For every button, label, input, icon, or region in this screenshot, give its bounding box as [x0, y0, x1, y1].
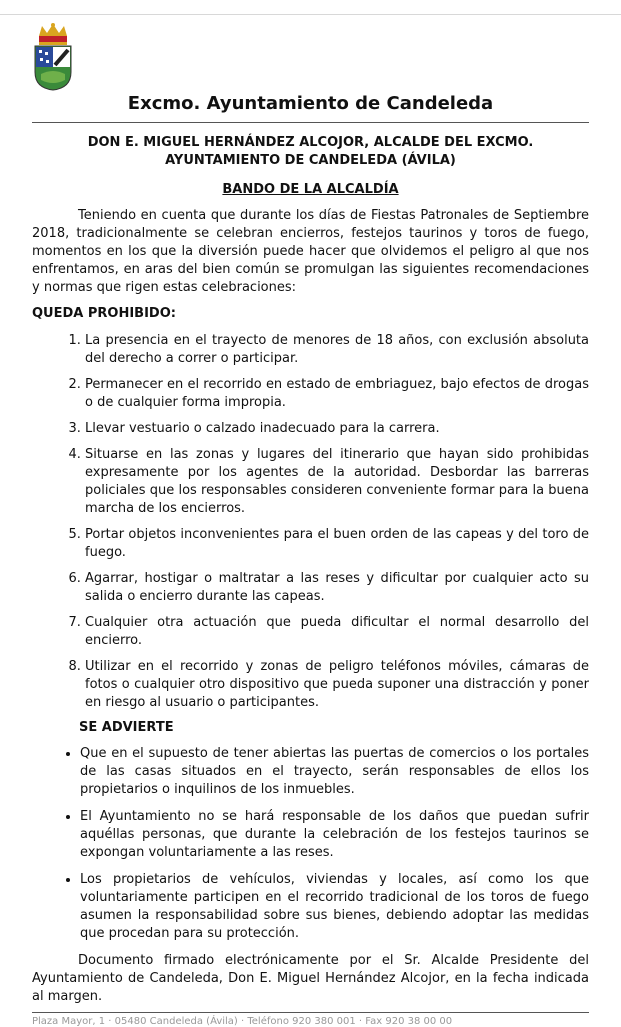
prohibido-item: 7. Cualquier otra actuación que pueda dificultar el normal desarrollo del encierro. [85, 614, 589, 650]
prohibido-item: 6. Agarrar, hostigar o maltratar a las reses y dificultar por cualquier acto su salida o encierro durante las capeas. [85, 570, 589, 606]
coat-of-arms-icon [31, 22, 75, 92]
prohibido-item: 5. Portar objetos inconvenientes para el buen orden de las capeas y del toro de fuego. [85, 526, 589, 562]
bando-title: BANDO DE LA ALCALDÍA [222, 182, 399, 197]
footer-text: Plaza Mayor, 1 · 05480 Candeleda (Ávila) · Teléfono 920 380 001 · Fax 920 38 00 00 [32, 1016, 453, 1027]
advierte-heading: SE ADVIERTE [79, 720, 174, 735]
prohibido-heading: QUEDA PROHIBIDO: [32, 306, 176, 321]
advierte-item: • Que en el supuesto de tener abiertas las puertas de comercios o los portales de las casas situados en el trayecto, serán responsables de ellos los propietarios o inquilinos de los inmuebles. [80, 745, 589, 799]
prohibido-item: 1. La presencia en el trayecto de menores de 18 años, con exclusión absoluta del derecho a correr o participar. [85, 332, 589, 368]
document-body [32, 134, 589, 1006]
page-title: Excmo. Ayuntamiento de Candeleda [127, 93, 494, 114]
top-divider [0, 14, 621, 15]
document-subtitle: DON E. MIGUEL HERNÁNDEZ ALCOJOR, ALCALDE DEL EXCMO. AYUNTAMIENTO DE CANDELEDA (ÁVILA) [87, 135, 534, 168]
prohibido-item: 8. Utilizar en el recorrido y zonas de peligro teléfonos móviles, cámaras de fotos o cualquier otro dispositivo que pueda suponer una distracción y poner en riesgo al usuario o participantes. [85, 658, 589, 712]
prohibido-item: 3. Llevar vestuario o calzado inadecuado para la carrera. [85, 420, 589, 438]
advierte-item: • El Ayuntamiento no se hará responsable de los daños que puedan sufrir aquéllas personas, que durante la celebración de los festejos taurinos se expongan voluntariamente a las reses. [80, 808, 589, 862]
prohibido-list [32, 332, 589, 712]
intro-paragraph: Teniendo en cuenta que durante los días de Fiestas Patronales de Septiembre 2018, tradicionalmente se celebran encierros, festejos taurinos y toros de fuego, momentos en los que la diversión puede hacer que olvidemos el peligro al que nos enfrentamos, en aras del bien común se promulgan las siguientes recomendaciones y normas que rigen estas celebraciones: [32, 208, 589, 295]
prohibido-item: 2. Permanecer en el recorrido en estado de embriaguez, bajo efectos de drogas o de cualquier forma impropia. [85, 376, 589, 412]
advierte-list [32, 745, 589, 943]
footer-rule [32, 1012, 589, 1013]
closing-paragraph: Documento firmado electrónicamente por el Sr. Alcalde Presidente del Ayuntamiento de Candeleda, Don E. Miguel Hernández Alcojor, en la fecha indicada al margen. [32, 953, 589, 1004]
advierte-item: • Los propietarios de vehículos, viviendas y locales, así como los que voluntariamente participen en el recorrido tradicional de los toros de fuego asumen la responsabilidad sobre sus bienes, debiendo adoptar las medidas que procedan para su protección. [80, 871, 589, 943]
header-rule [32, 122, 589, 123]
prohibido-item: 4. Situarse en las zonas y lugares del itinerario que hayan sido prohibidas expresamente por los agentes de la autoridad. Desbordar las barreras policiales que los responsables consideren conveniente formar para la buena marcha de los encierros. [85, 446, 589, 518]
